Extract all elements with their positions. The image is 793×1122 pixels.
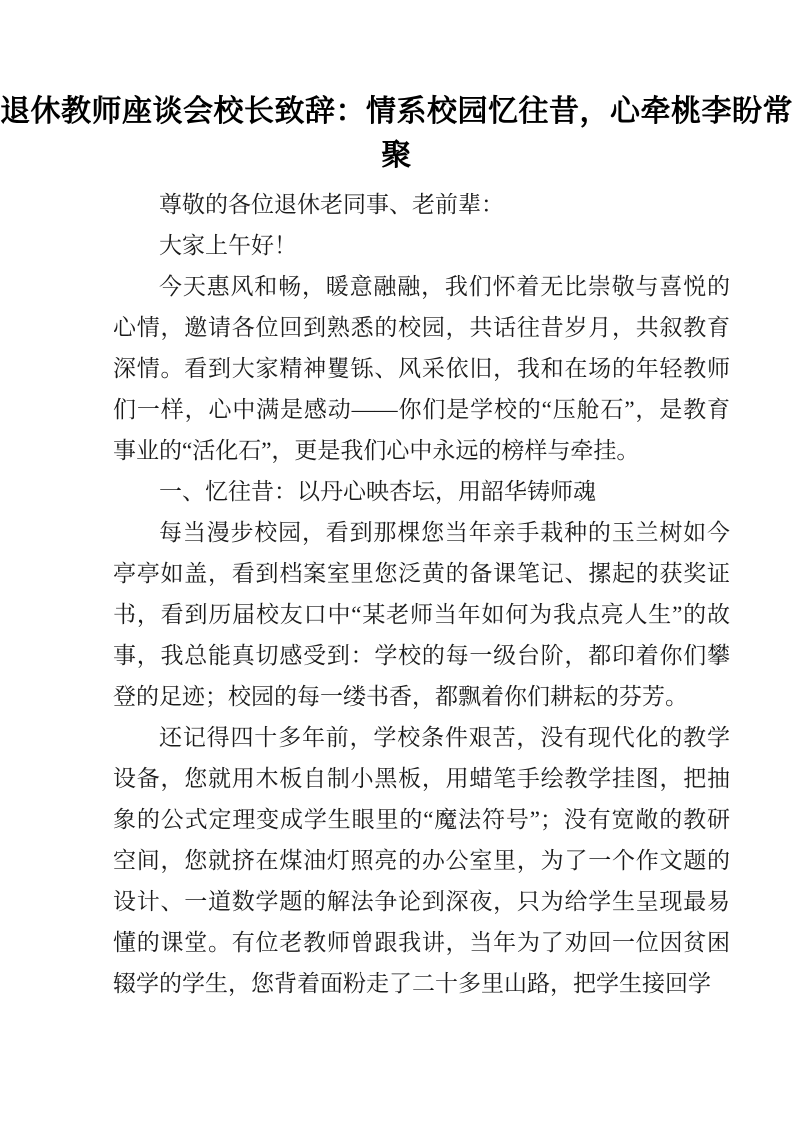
paragraph-opening: 大家上午好！ — [159, 233, 297, 258]
section1-paragraph-2: 还记得四十多年前，学校条件艰苦，没有现代化的教学设备，您就用木板自制小黑板，用蜡笔手绘教学挂图，把抽象的公式定理变成学生眼里的“魔法符号”；没有宽敞的教研空间，您就挤在煤油灯照亮的办公室里，为了一个作文题的设计、一道数学题的解法争论到深夜，只为给学生呈现最易懂的课堂。有位老教师曾跟我讲，当年为了劝回一位因贫困辍学的学生，您背着面粉走了二十多里山路，把学生接回学 — [113, 725, 730, 996]
section1-paragraph-1: 每当漫步校园，看到那棵您当年亲手栽种的玉兰树如今亭亭如盖，看到档案室里您泛黄的备课笔记、摞起的获奖证书，看到历届校友口中“某老师当年如何为我点亮人生”的故事，我总能真切感受到：学校的每一级台阶，都印着你们攀登的足迹；校园的每一缕书香，都飘着你们耕耘的芬芳。 — [113, 520, 730, 709]
paragraph-intro: 今天惠风和畅，暖意融融，我们怀着无比崇敬与喜悦的心情，邀请各位回到熟悉的校园，共话往昔岁月，共叙教育深情。看到大家精神矍铄、风采依旧，我和在场的年轻教师们一样，心中满是感动——你们是学校的“压舱石”，是教育事业的“活化石”，更是我们心中永远的榜样与牵挂。 — [113, 274, 730, 463]
document-title: 退休教师座谈会校长致辞：情系校园忆往昔，心牵桃李盼常聚 — [0, 95, 793, 172]
document-body — [113, 184, 730, 1004]
section1-heading: 一、忆往昔：以丹心映杏坛，用韶华铸师魂 — [159, 479, 596, 504]
paragraph-greeting: 尊敬的各位退休老同事、老前辈： — [159, 192, 504, 217]
